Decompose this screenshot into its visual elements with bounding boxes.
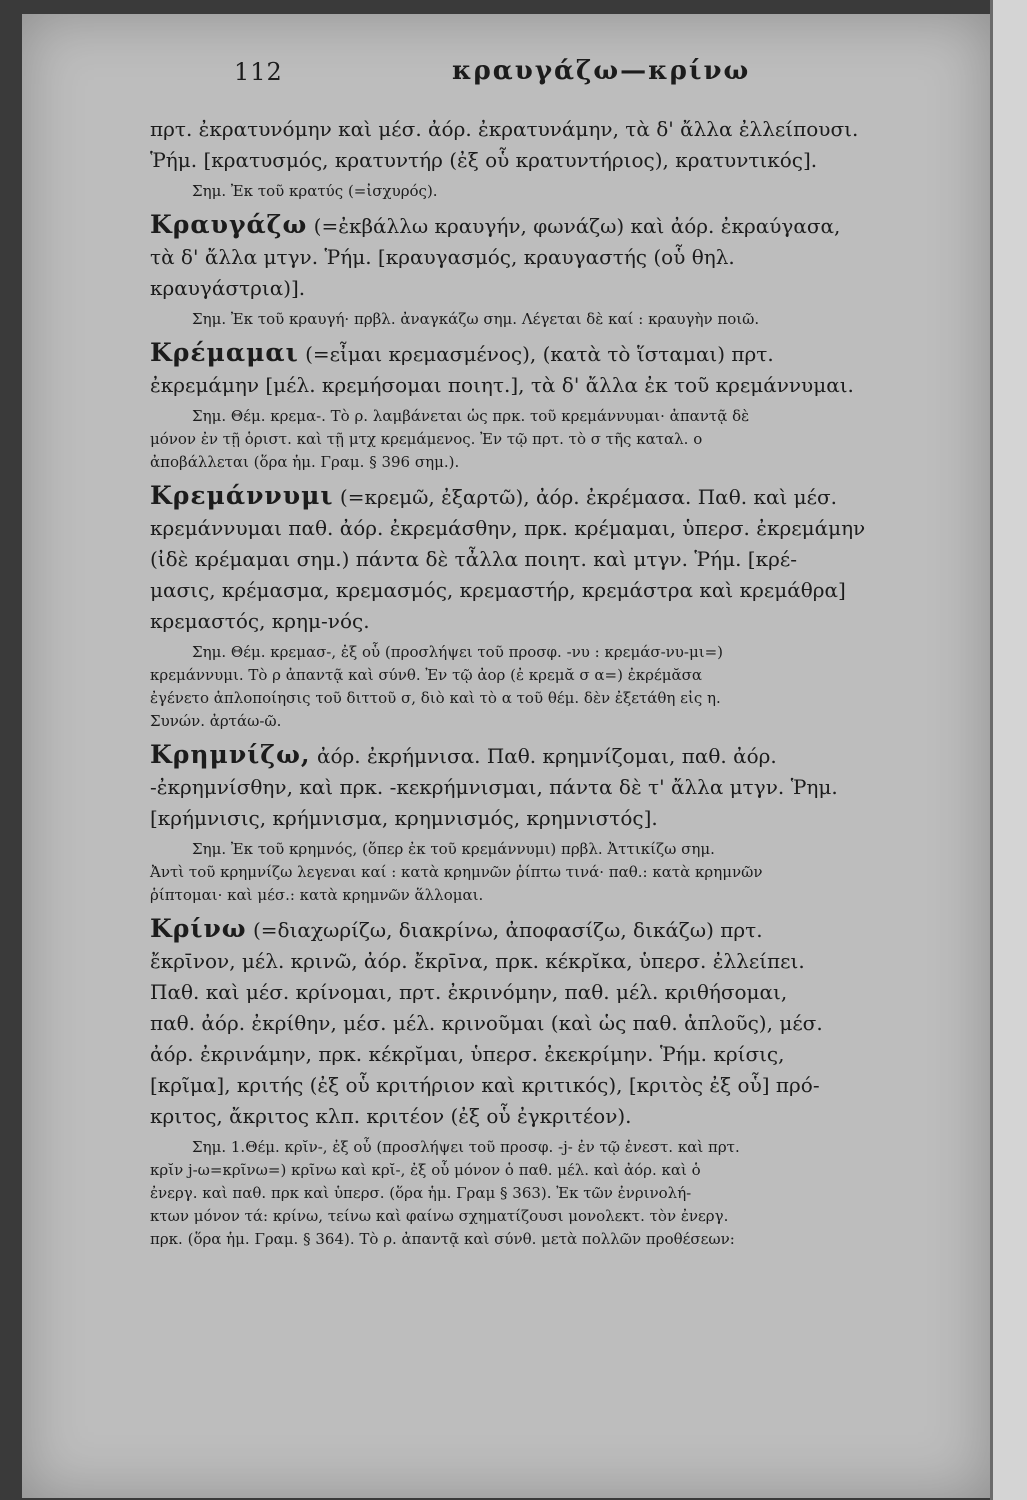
intro-block (150, 114, 1000, 203)
headword: Κραυγάζω (150, 210, 308, 239)
entry-kremannymi (150, 480, 1000, 733)
entry-krino (150, 913, 1000, 1251)
text-line: ἔκρῑνον, μέλ. κρινῶ, ἀόρ. ἔκρῑνα, πρκ. κέκρῐκα, ὑπερσ. ἐλλείπει. (150, 949, 805, 973)
note-line: ἀποβάλλεται (ὅρα ἡμ. Γραμ. § 396 σημ.). (150, 453, 460, 471)
book-page (22, 14, 990, 1498)
adjacent-page-edge (990, 0, 1027, 1500)
headword: Κρημνίζω, (150, 740, 311, 769)
entry-first-line: (=κρεμῶ, ἐξαρτῶ), ἀόρ. ἐκρέμασα. Παθ. καὶ μέσ. (339, 485, 838, 509)
note-line: ῥίπτομαι· καὶ μέσ.: κατὰ κρημνῶν ἅλλομαι. (150, 886, 484, 904)
entry-first-line: (=εἶμαι κρεμασμένος), (κατὰ τὸ ἵσταμαι) πρτ. (305, 342, 774, 366)
text-line: [κρήμνισις, κρήμνισμα, κρημνισμός, κρημνιστός]. (150, 806, 658, 830)
page-number: 112 (234, 58, 283, 86)
note-line: Συνών. ἀρτάω-ῶ. (150, 712, 282, 730)
text-line: -ἐκρημνίσθην, καὶ πρκ. -κεκρήμνισμαι, πάντα δὲ τ' ἄλλα μτγν. Ῥημ. (150, 775, 838, 799)
text-line: ἀόρ. ἐκρινάμην, πρκ. κέκρῐμαι, ὑπερσ. ἐκεκρίμην. Ῥήμ. κρίσις, (150, 1042, 785, 1066)
headword: Κρέμαμαι (150, 338, 299, 367)
note (150, 838, 1000, 907)
entry-kremnizo (150, 739, 1000, 907)
headword: Κρίνω (150, 914, 247, 943)
note-line: Σημ. Θέμ. κρεμασ-, ἐξ οὗ (προσλήψει τοῦ προσφ. -νυ : κρεμάσ-νυ-μι=) (192, 643, 723, 661)
note-line: κρῐν j-ω=κρῖνω=) κρῖνω καὶ κρῐ-, ἐξ οὗ μόνον ὁ παθ. μέλ. καὶ ἀόρ. καὶ ὁ (150, 1161, 701, 1179)
note (150, 180, 1000, 203)
text-line: τὰ δ' ἄλλα μτγν. Ῥήμ. [κραυγασμός, κραυγαστής (οὗ θηλ. (150, 245, 735, 269)
running-head: κραυγάζω—κρίνω (452, 56, 751, 86)
text-line: ἐκρεμάμην [μέλ. κρεμήσομαι ποιητ.], τὰ δ' ἄλλα ἐκ τοῦ κρεμάννυμαι. (150, 373, 854, 397)
text-line: Ῥήμ. [κρατυσμός, κρατυντήρ (ἐξ οὗ κρατυντήριος), κρατυντικός]. (150, 148, 818, 172)
text-line: κρεμαστός, κρημ-νός. (150, 609, 370, 633)
note-line: πρκ. (ὅρα ἡμ. Γραμ. § 364). Τὸ ρ. ἀπαντᾷ καὶ σύνθ. μετὰ πολλῶν προθέσεων: (150, 1230, 735, 1248)
note-line: Σημ. Θέμ. κρεμα-. Τὸ ρ. λαμβάνεται ὡς πρκ. τοῦ κρεμάννυμαι· ἀπαντᾷ δὲ (192, 407, 750, 425)
entry-kremamai (150, 337, 1000, 474)
note-line: κρεμάννυμι. Τὸ ρ ἀπαντᾷ καὶ σύνθ. Ἐν τῷ ἀορ (ἐ κρεμᾰ σ α=) ἐκρέμᾰσα (150, 666, 702, 684)
entry-kraugazo (150, 209, 1000, 331)
note-line: ἐγένετο ἁπλοποίησις τοῦ διττοῦ σ, διὸ καὶ τὸ α τοῦ θέμ. δὲν ἐξετάθη εἰς η. (150, 689, 721, 707)
note-line: Σημ. 1.Θέμ. κρῐν-, ἐξ οὗ (προσλήψει τοῦ προσφ. -j- ἐν τῷ ἐνεστ. καὶ πρτ. (192, 1138, 740, 1156)
text-line: κραυγάστρια)]. (150, 276, 306, 300)
note-line: μόνον ἐν τῇ ὁριστ. καὶ τῇ μτχ κρεμάμενος. Ἐν τῷ πρτ. τὸ σ τῆς καταλ. ο (150, 430, 703, 448)
entry-first-line: (=διαχωρίζω, διακρίνω, ἀποφασίζω, δικάζω) πρτ. (252, 918, 763, 942)
note-line: ἐνεργ. καὶ παθ. πρκ καὶ ὑπερσ. (ὅρα ἡμ. Γραμ § 363). Ἐκ τῶν ἐνρινολή- (150, 1184, 692, 1202)
entry-first-line: (=ἐκβάλλω κραυγήν, φωνάζω) καὶ ἀόρ. ἐκραύγασα, (313, 214, 841, 238)
text-line: πρτ. ἐκρατυνόμην καὶ μέσ. ἀόρ. ἐκρατυνάμην, τὰ δ' ἄλλα ἐλλείπουσι. (150, 117, 859, 141)
note-line: Ἀντὶ τοῦ κρημνίζω λεγεναι καί : κατὰ κρημνῶν ῥίπτω τινά· παθ.: κατὰ κρημνῶν (150, 863, 763, 881)
note (150, 308, 1000, 331)
text-line: Παθ. καὶ μέσ. κρίνομαι, πρτ. ἐκρινόμην, παθ. μέλ. κριθήσομαι, (150, 980, 788, 1004)
note (150, 405, 1000, 474)
text-line: [κρῖμα], κριτής (ἐξ οὗ κριτήριον καὶ κριτικός), [κριτὸς ἐξ οὗ] πρό- (150, 1073, 820, 1097)
note-line: Σημ. Ἐκ τοῦ κραυγή· πρβλ. ἀναγκάζω σημ. Λέγεται δὲ καί : κραυγὴν ποιῶ. (192, 310, 760, 328)
note-line: Σημ. Ἐκ τοῦ κρημνός, (ὅπερ ἐκ τοῦ κρεμάννυμι) πρβλ. Ἀττικίζω σημ. (192, 840, 715, 858)
note-line: Σημ. Ἐκ τοῦ κρατύς (=ἰσχυρός). (192, 182, 438, 200)
text-line: μασις, κρέμασμα, κρεμασμός, κρεμαστήρ, κρεμάστρα καὶ κρεμάθρα] (150, 578, 846, 602)
note (150, 641, 1000, 733)
page-header (22, 52, 990, 92)
text-line: κρεμάννυμαι παθ. ἀόρ. ἐκρεμάσθην, πρκ. κρέμαμαι, ὑπερσ. ἐκρεμάμην (150, 516, 866, 540)
note-line: κτων μόνον τά: κρίνω, τείνω καὶ φαίνω σχηματίζουσι μονολεκτ. τὸν ἐνεργ. (150, 1207, 729, 1225)
note (150, 1136, 1000, 1251)
dictionary-content (150, 114, 1000, 1255)
text-line: (ἰδὲ κρέμαμαι σημ.) πάντα δὲ τἆλλα ποιητ. καὶ μτγν. Ῥήμ. [κρέ- (150, 547, 797, 571)
entry-first-line: ἀόρ. ἐκρήμνισα. Παθ. κρημνίζομαι, παθ. ἀόρ. (316, 744, 777, 768)
text-line: κριτος, ἄκριτος κλπ. κριτέον (ἐξ οὗ ἐγκριτέον). (150, 1104, 632, 1128)
headword: Κρεμάννυμι (150, 481, 334, 510)
text-line: παθ. ἀόρ. ἐκρίθην, μέσ. μέλ. κρινοῦμαι (καὶ ὡς παθ. ἁπλοῦς), μέσ. (150, 1011, 823, 1035)
